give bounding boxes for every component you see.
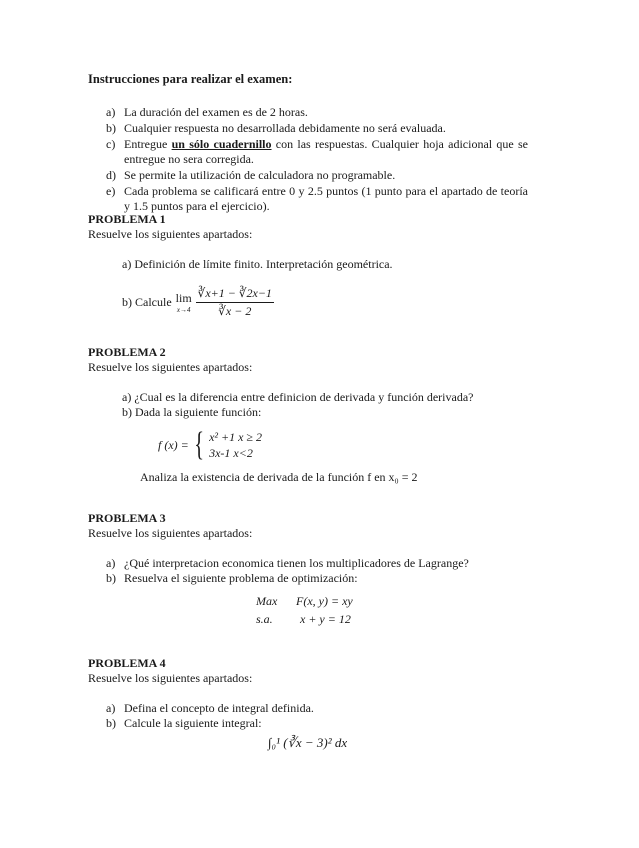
instruction-text-post: con las respuestas. Cualquier hoja adicional que se entregue no sera corregida. bbox=[124, 137, 529, 166]
fraction-numerator: ∛x+1 − ∛2x−1 bbox=[196, 286, 274, 303]
instruction-text: La duración del examen es de 2 horas. bbox=[124, 105, 308, 119]
problem-1-intro: Resuelve los siguientes apartados: bbox=[88, 227, 253, 241]
instruction-marker: e) bbox=[106, 184, 116, 198]
part-marker: a) bbox=[106, 556, 116, 570]
part-marker: a) bbox=[106, 701, 116, 715]
piecewise-function bbox=[88, 428, 262, 462]
instruction-text: Se permite la utilización de calculadora no programable. bbox=[124, 168, 396, 182]
fraction-denominator: ∛x − 2 bbox=[218, 304, 252, 318]
problem-4-heading: PROBLEMA 4 bbox=[88, 656, 166, 670]
instruction-item bbox=[106, 105, 528, 120]
problem-4-parts bbox=[88, 701, 528, 731]
limit-fraction bbox=[196, 286, 274, 319]
problem-2-part-b: b) Dada la siguiente función: bbox=[122, 405, 262, 419]
problem-1-heading: PROBLEMA 1 bbox=[88, 212, 166, 226]
problem-3-intro: Resuelve los siguientes apartados: bbox=[88, 526, 253, 540]
problem-3-part-a bbox=[106, 556, 528, 571]
problem-1 bbox=[88, 212, 528, 319]
instruction-item bbox=[106, 184, 528, 214]
problem-3 bbox=[88, 511, 528, 634]
problem-1-part-a: a) Definición de límite finito. Interpretación geométrica. bbox=[122, 257, 393, 271]
problem-2-intro: Resuelve los siguientes apartados: bbox=[88, 360, 253, 374]
problem-2 bbox=[88, 345, 528, 485]
problem-1-part-b-label: b) Calcule bbox=[122, 295, 172, 309]
problem-2-analyze: Analiza la existencia de derivada de la función f en x₀ = 2 bbox=[140, 470, 418, 484]
instructions-title: Instrucciones para realizar el examen: bbox=[88, 72, 293, 86]
instruction-item bbox=[106, 168, 528, 183]
instruction-text: Cada problema se calificará entre 0 y 2.5 puntos (1 punto para el apartado de teoría y 1.5 puntos para el ejercicio). bbox=[124, 184, 528, 213]
limit-subscript: x→4 bbox=[176, 306, 191, 314]
part-marker: b) bbox=[106, 716, 116, 730]
problem-4-part-a bbox=[106, 701, 528, 716]
constraint-label: s.a. bbox=[256, 612, 273, 626]
problem-1-part-b bbox=[88, 286, 528, 319]
function-cases bbox=[209, 429, 262, 461]
instruction-marker: c) bbox=[106, 137, 116, 151]
problem-4-part-b bbox=[106, 716, 528, 731]
part-text: Calcule la siguiente integral: bbox=[124, 716, 262, 730]
instruction-marker: d) bbox=[106, 168, 116, 182]
optimization-problem bbox=[88, 594, 528, 634]
constraint-expression: x + y = 12 bbox=[300, 612, 351, 626]
instruction-marker: a) bbox=[106, 105, 116, 119]
part-marker: b) bbox=[106, 571, 116, 585]
instruction-item bbox=[106, 121, 528, 136]
max-label: Max bbox=[256, 594, 278, 608]
exam-page bbox=[88, 72, 528, 215]
instructions-list bbox=[88, 105, 528, 214]
instruction-item bbox=[106, 137, 528, 167]
instruction-emphasis: un sólo cuadernillo bbox=[171, 137, 272, 151]
function-case-1: x² +1 x ≥ 2 bbox=[209, 430, 263, 444]
problem-2-heading: PROBLEMA 2 bbox=[88, 345, 166, 359]
limit-word: lim bbox=[175, 291, 192, 305]
problem-3-parts bbox=[88, 556, 528, 586]
part-text: Defina el concepto de integral definida. bbox=[124, 701, 314, 715]
problem-4 bbox=[88, 656, 528, 750]
problem-4-intro: Resuelve los siguientes apartados: bbox=[88, 671, 253, 685]
problem-2-part-a: a) ¿Cual es la diferencia entre definicion de derivada y función derivada? bbox=[122, 390, 474, 404]
brace-icon: { bbox=[194, 426, 204, 463]
problem-3-part-b bbox=[106, 571, 528, 586]
function-case-2: 3x-1 x<2 bbox=[209, 446, 253, 460]
instruction-marker: b) bbox=[106, 121, 116, 135]
instruction-text-pre: Entregue bbox=[124, 137, 172, 151]
limit-operator bbox=[176, 291, 192, 314]
objective-function: F(x, y) = xy bbox=[296, 594, 353, 608]
part-text: ¿Qué interpretacion economica tienen los multiplicadores de Lagrange? bbox=[124, 556, 469, 570]
problem-3-heading: PROBLEMA 3 bbox=[88, 511, 166, 525]
instruction-text: Cualquier respuesta no desarrollada debidamente no será evaluada. bbox=[124, 121, 446, 135]
integral-expression: ∫₀¹ (∛x − 3)² dx bbox=[268, 735, 348, 750]
function-label: f (x) = bbox=[158, 437, 189, 452]
part-text: Resuelva el siguiente problema de optimización: bbox=[124, 571, 358, 585]
